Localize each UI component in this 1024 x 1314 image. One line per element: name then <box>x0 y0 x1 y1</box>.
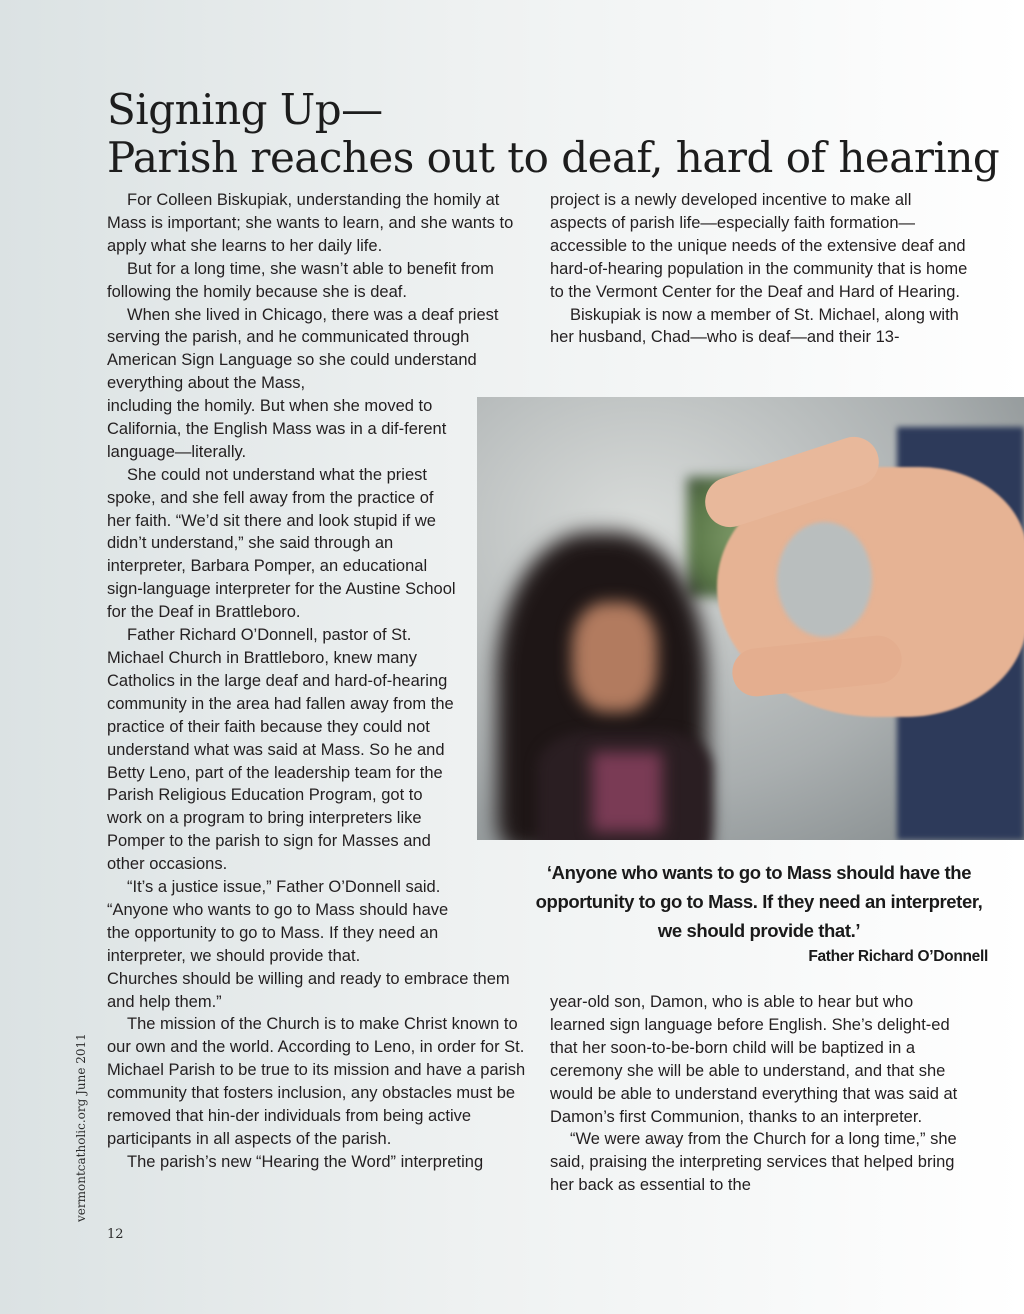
paragraph: Churches should be willing and ready to embrace them and help them.” <box>107 969 510 1011</box>
left-column-top <box>107 189 527 395</box>
title-line-1: Signing Up— <box>107 85 383 134</box>
right-column-bottom <box>550 991 970 1197</box>
paragraph: Biskupiak is now a member of St. Michael, along with her husband, Chad—who is deaf—and their 13- <box>550 305 959 347</box>
right-column-top <box>550 189 970 349</box>
paragraph: For Colleen Biskupiak, understanding the homily at Mass is important; she wants to learn, and she wants to apply what she learns to her daily life. <box>107 191 514 255</box>
paragraph: She could not understand what the priest spoke, and she fell away from the practice of her faith. “We’d sit there and look stupid if we didn’t understand,” she said through an interpreter, Barbara Pomper, an educational sign-language interpreter for the Austine School for the Deaf in Brattleboro. <box>107 465 456 622</box>
paragraph: “We were away from the Church for a long time,” she said, praising the interpreting services that helped bring her back as essential to the <box>550 1130 957 1195</box>
pull-quote-attribution: Father Richard O’Donnell <box>808 948 988 965</box>
paragraph: When she lived in Chicago, there was a deaf priest serving the parish, and he communicated through American Sign Language so she could understand everything about the Mass, <box>107 305 499 393</box>
left-column-narrow <box>107 395 526 1174</box>
paragraph: The parish’s new “Hearing the Word” interpreting <box>127 1152 484 1171</box>
article-title <box>107 86 999 182</box>
publication-footer: vermontcatholic.org June 2011 <box>74 1033 88 1222</box>
article-photo <box>477 397 1024 840</box>
paragraph: But for a long time, she wasn’t able to benefit from following the homily because she is deaf. <box>107 259 494 301</box>
paragraph: “It’s a justice issue,” Father O’Donnell said. “Anyone who wants to go to Mass should have the opportunity to go to Mass. If they need an interpreter, we should provide that. <box>107 878 449 965</box>
page-number: 12 <box>107 1227 124 1242</box>
paragraph: project is a newly developed incentive to make all aspects of parish life—especially faith formation—accessible to the unique needs of the extensive deaf and hard-of-hearing population in the community that is home to the Vermont Center for the Deaf and Hard of Hearing. <box>550 191 968 301</box>
paragraph: The mission of the Church is to make Christ known to our own and the world. According to Leno, in order for St. Michael Parish to be true to its mission and have a parish community that fosters inclusion, any obstacles must be removed that hin-der individuals from being active participants in all aspects of the parish. <box>107 1015 526 1148</box>
pull-quote: ‘Anyone who wants to go to Mass should have the opportunity to go to Mass. If they need an interpreter, we should provide that.’ <box>535 862 983 941</box>
title-line-2: Parish reaches out to deaf, hard of hearing <box>107 133 1000 182</box>
paragraph: including the homily. But when she moved to California, the English Mass was in a dif-ferent language—literally. <box>107 397 447 461</box>
paragraph: Father Richard O’Donnell, pastor of St. Michael Church in Brattleboro, knew many Catholics in the large deaf and hard-of-hearing community in the area had fallen away from the practice of their faith because they could not understand what was said at Mass. So he and Betty Leno, part of the leadership team for the Parish Religious Education Program, got to work on a program to bring interpreters like Pomper to the parish to sign for Masses and other occasions. <box>107 626 454 874</box>
paragraph: year-old son, Damon, who is able to hear but who learned sign language before English. She’s delight-ed that her soon-to-be-born child will be baptized in a ceremony she will be able to understand, and that she would be able to understand everything that was said at Damon’s first Communion, thanks to an interpreter. <box>550 993 958 1126</box>
